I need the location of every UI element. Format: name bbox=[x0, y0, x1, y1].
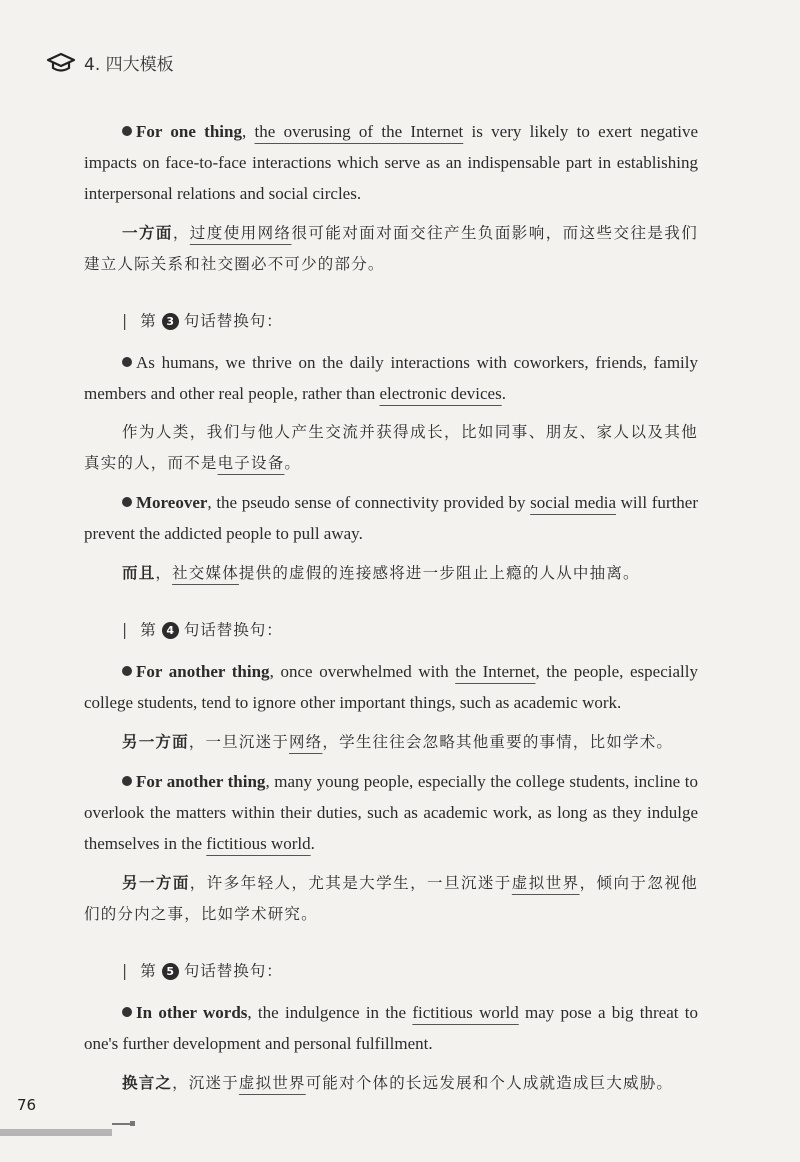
bold-phrase: 换言之 bbox=[122, 1073, 173, 1092]
bullet-dot bbox=[122, 357, 132, 367]
text-run: ，学生往往会忽略其他重要的事情，比如学术。 bbox=[322, 733, 674, 751]
chinese-translation bbox=[84, 217, 698, 280]
text-run: , many young people, especially the college students, incline to overlook the matters within their duties, such as academic work, as long as they indulge themselves in the bbox=[84, 772, 698, 853]
underlined-phrase: 虚拟世界 bbox=[238, 1074, 306, 1092]
text-run: , bbox=[241, 122, 255, 141]
page-header bbox=[46, 50, 174, 75]
text-run: will further prevent the addicted people to pull away. bbox=[84, 493, 698, 543]
replacement-heading bbox=[122, 956, 698, 987]
bullet-dot bbox=[122, 126, 132, 136]
underlined-phrase: fictitious world bbox=[412, 1003, 519, 1022]
bold-phrase: For one thing bbox=[136, 122, 242, 141]
bold-phrase: 另一方面 bbox=[122, 732, 189, 751]
footer-square bbox=[130, 1121, 135, 1126]
text-run: , the indulgence in the bbox=[247, 1003, 413, 1022]
underlined-phrase: social media bbox=[530, 493, 617, 512]
english-sentence bbox=[84, 997, 698, 1059]
english-sentence bbox=[84, 766, 698, 859]
sentence-block bbox=[84, 487, 698, 589]
text-run: ，一旦沉迷于 bbox=[188, 733, 290, 751]
text-run: . bbox=[310, 834, 315, 853]
bold-phrase: For another thing bbox=[136, 772, 266, 791]
heading-suffix: 句话替换句： bbox=[183, 312, 283, 330]
graduation-cap-icon bbox=[46, 52, 76, 74]
sentence-block bbox=[84, 997, 698, 1099]
heading-prefix: 第 bbox=[140, 962, 157, 980]
text-run: 很可能对面对面交往产生负面影响，而这些交往是我们建立人际关系和社交圈必不可少的部分。 bbox=[84, 224, 698, 273]
replacement-heading bbox=[122, 306, 698, 337]
heading-prefix: 第 bbox=[140, 621, 157, 639]
page-number: 76 bbox=[17, 1096, 37, 1114]
underlined-phrase: 虚拟世界 bbox=[511, 874, 580, 892]
text-run: ， bbox=[172, 224, 190, 242]
bullet-dot bbox=[122, 666, 132, 676]
bold-phrase: 一方面 bbox=[122, 223, 173, 242]
underlined-phrase: the Internet bbox=[455, 662, 536, 681]
english-sentence bbox=[84, 487, 698, 549]
sentence-block bbox=[84, 347, 698, 479]
text-run: 可能对个体的长远发展和个人成就造成巨大威胁。 bbox=[305, 1074, 674, 1092]
text-run: 提供的虚假的连接感将进一步阻止上瘾的人从中抽离。 bbox=[238, 564, 640, 582]
heading-bar: | bbox=[122, 312, 129, 330]
footer-bar bbox=[0, 1129, 112, 1136]
english-sentence bbox=[84, 656, 698, 718]
heading-suffix: 句话替换句： bbox=[183, 621, 283, 639]
heading-prefix: 第 bbox=[140, 312, 157, 330]
underlined-phrase: 过度使用网络 bbox=[189, 224, 292, 242]
bold-phrase: For another thing bbox=[136, 662, 270, 681]
sentence-block bbox=[84, 656, 698, 758]
heading-bar: | bbox=[122, 621, 129, 639]
underlined-phrase: 电子设备 bbox=[217, 454, 285, 472]
text-run: ，许多年轻人，尤其是大学生，一旦沉迷于 bbox=[189, 874, 512, 892]
text-run: 。 bbox=[284, 454, 302, 472]
bullet-dot bbox=[122, 1007, 132, 1017]
text-run: is very likely to exert negative impacts on face-to-face interactions which serve as an indispensable part in establishing interpersonal relations and social circles. bbox=[84, 122, 699, 203]
sentence-number-badge: 4 bbox=[162, 622, 179, 639]
section-title: 4. 四大模板 bbox=[84, 55, 174, 75]
chinese-translation bbox=[84, 726, 698, 758]
bullet-dot bbox=[122, 497, 132, 507]
text-run: As humans, we thrive on the daily interactions with coworkers, friends, family members and other real people, rather than bbox=[84, 353, 698, 403]
sentence-block bbox=[84, 116, 698, 280]
underlined-phrase: fictitious world bbox=[206, 834, 311, 853]
text-run: ，倾向于忽视他们的分内之事，比如学术研究。 bbox=[84, 874, 698, 923]
chinese-translation bbox=[84, 417, 698, 479]
bullet-dot bbox=[122, 776, 132, 786]
heading-bar: | bbox=[122, 962, 129, 980]
chinese-translation bbox=[84, 557, 698, 589]
underlined-phrase: electronic devices bbox=[379, 384, 502, 403]
text-run: . bbox=[501, 384, 506, 403]
sentence-number-badge: 5 bbox=[162, 963, 179, 980]
english-sentence bbox=[84, 116, 698, 209]
bold-phrase: Moreover bbox=[136, 493, 208, 512]
bold-phrase: 而且 bbox=[122, 563, 156, 582]
text-run: , once overwhelmed with bbox=[269, 662, 456, 681]
bold-phrase: 另一方面 bbox=[122, 873, 190, 892]
chinese-translation bbox=[84, 867, 698, 930]
text-run: , the pseudo sense of connectivity provided by bbox=[207, 493, 531, 512]
text-run: ， bbox=[155, 564, 173, 582]
chinese-translation bbox=[84, 1067, 698, 1099]
sentence-block bbox=[84, 766, 698, 930]
underlined-phrase: the overusing of the Internet bbox=[254, 122, 464, 141]
heading-suffix: 句话替换句： bbox=[183, 962, 283, 980]
sentence-number-badge: 3 bbox=[162, 313, 179, 330]
text-run: ，沉迷于 bbox=[172, 1074, 239, 1092]
text-run: 作为人类，我们与他人产生交流并获得成长，比如同事、朋友、家人以及其他真实的人，而不是 bbox=[84, 423, 698, 472]
underlined-phrase: 社交媒体 bbox=[172, 564, 239, 582]
text-run: , the people, especially college students, tend to ignore other important things, such as academic work. bbox=[84, 662, 698, 712]
replacement-heading bbox=[122, 615, 698, 646]
bold-phrase: In other words bbox=[136, 1003, 248, 1022]
english-sentence bbox=[84, 347, 698, 409]
footer-line bbox=[112, 1123, 130, 1125]
text-run: may pose a big threat to one's further development and personal fulfillment. bbox=[84, 1003, 698, 1053]
page-body bbox=[84, 116, 698, 1099]
underlined-phrase: 网络 bbox=[289, 733, 323, 751]
